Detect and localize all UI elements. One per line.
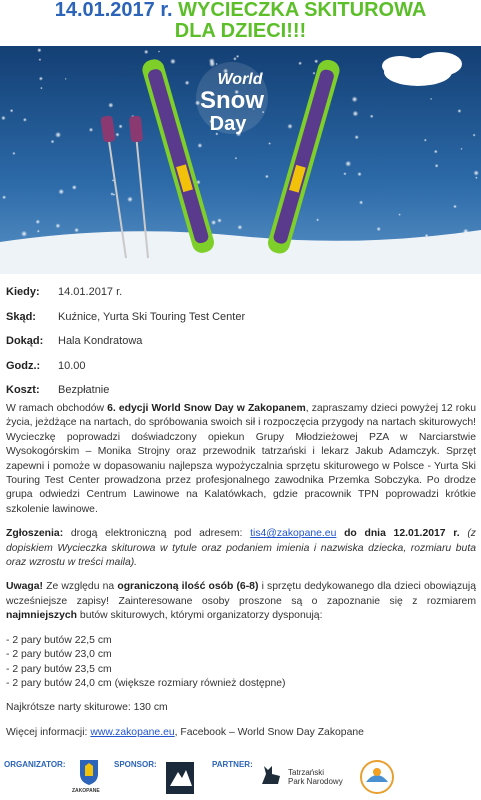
partner-label: PARTNER: — [212, 760, 253, 769]
hero-image — [0, 46, 481, 274]
snowflake — [1, 116, 6, 121]
park-name-line1: Tatrzański — [288, 768, 325, 777]
sponsors-footer — [0, 756, 481, 800]
detail-value: 10.00 — [58, 359, 86, 372]
snowflake — [434, 150, 438, 154]
text-run: W ramach obchodów — [6, 403, 108, 414]
logo-text-world: World — [217, 71, 263, 88]
park-name-line2: Park Narodowy — [288, 777, 343, 786]
event-details — [6, 280, 476, 403]
snowflake — [313, 72, 316, 75]
headline — [0, 0, 481, 42]
detail-value: Bezpłatnie — [58, 384, 110, 397]
text-run: Więcej informacji: — [6, 726, 91, 738]
notice-label: Uwaga! — [6, 581, 43, 593]
snowflake — [453, 205, 457, 209]
snowflake — [115, 133, 119, 137]
snowflake — [36, 220, 41, 225]
registration-label: Zgłoszenia: — [6, 528, 64, 540]
snowflake — [473, 170, 479, 176]
detail-label: Dokąd: — [6, 335, 44, 348]
snowflake — [235, 157, 238, 160]
notice-paragraph — [6, 580, 476, 623]
snowflake — [357, 172, 361, 176]
text-run: drogą elektroniczną pod adresem: — [63, 528, 251, 540]
detail-label: Skąd: — [6, 310, 36, 323]
snowflake — [65, 78, 67, 80]
detail-value: 14.01.2017 r. — [58, 286, 123, 299]
text-run: , zapraszamy dzieci powyżej 12 roku życia, jeżdżące na nartach, do spróbowania swoich sił i rozpoczęcia przygody na nartach skiturowych! Wycieczkę poprowadzi doświadczony opiekun Grupy Młodzieżowej PZA w Narciarstwie Wysokogórskim – Monika Strojny oraz przewodnik tatrzański i lekarz Jakub Adamczyk. Sprzęt zapewni i pomoże w dopasowaniu najlepsza wypożyczalnia sprzętu skiturowego w Polsce - Yurta Ski Touring Test Center prowadzona przez profesjonalnego zawodnika Przemka Sobczyka. Po drodze grupa odwiedzi Centrum Lawinowe na Kalatówkach, gdzie pracownik TPN poprowadzi krótkie szkolenie lawinowe. — [6, 403, 476, 515]
snowflake — [10, 109, 14, 113]
snowflake — [39, 77, 43, 81]
snowflake — [359, 200, 363, 204]
detail-label: Koszt: — [6, 384, 40, 397]
website-link[interactable]: www.zakopane.eu — [90, 726, 175, 738]
snowflake — [268, 142, 271, 145]
snowflake — [473, 134, 476, 137]
snowflake — [144, 50, 149, 55]
snowflake — [352, 111, 358, 117]
snowflake — [37, 230, 40, 233]
event-date-heading: 14.01.2017 r. — [54, 0, 173, 21]
list-item: - 2 pary butów 23,0 cm — [6, 649, 112, 661]
snowflake — [345, 161, 351, 167]
organizer-caption: ZAKOPANE — [72, 788, 100, 794]
text-run: Ze względu na — [42, 581, 118, 593]
snowflake — [237, 225, 242, 230]
detail-cost — [6, 378, 476, 403]
deadline: do dnia 12.01.2017 r. — [336, 528, 460, 540]
snowflake — [370, 115, 374, 119]
snowflake — [58, 189, 64, 195]
registration-note: (z dopiskiem Wycieczka skiturowa w tytule oraz podaniem imienia i nazwiska dziecka, rozmiaru buta oraz wzrostu w treści maila). — [6, 528, 476, 569]
snowflake — [217, 218, 222, 223]
organizer-label: ORGANIZATOR: — [4, 760, 66, 769]
smallest-highlight: najmniejszych — [6, 610, 78, 622]
snowflake — [127, 196, 133, 202]
text-run: i sprzętu dedykowanego dla dzieci obowiązują wcześniejsze zapisy! Zainteresowane osoby proszone są o zapoznanie się z rozmiarem — [6, 581, 476, 607]
snowflake — [352, 96, 358, 102]
snowflake — [40, 87, 43, 90]
logo-text-snow: Snow — [200, 87, 264, 114]
snowflake — [457, 109, 461, 113]
snowflake — [355, 135, 359, 139]
snowflake — [55, 223, 60, 228]
snowflake — [51, 140, 55, 144]
park-name — [288, 768, 343, 786]
snowflake — [216, 63, 218, 65]
snowflake — [460, 148, 462, 150]
snowflake — [398, 213, 401, 216]
chamois-logo-icon — [258, 762, 284, 788]
zakopane-crest-icon — [78, 758, 100, 786]
snowflake — [236, 55, 239, 58]
list-item: - 2 pary butów 24,0 cm (większe rozmiary również dostępne) — [6, 677, 286, 689]
detail-label: Kiedy: — [6, 286, 40, 299]
snowflake — [197, 143, 202, 148]
snowflake — [39, 58, 42, 61]
snowflake — [23, 118, 27, 122]
snowflake — [2, 195, 6, 199]
snowflake — [72, 185, 77, 190]
text-run: butów skiturowych, którymi organizatorzy dysponują: — [77, 610, 323, 622]
snowflake — [287, 124, 292, 129]
round-badge-icon — [360, 760, 394, 794]
boot-sizes-list — [6, 634, 476, 692]
snowflake — [158, 50, 160, 52]
snowflake — [343, 172, 346, 175]
limit-highlight: ograniczoną ilość osób (6-8) — [117, 581, 259, 593]
snowflake — [185, 80, 190, 85]
snowflake — [265, 175, 269, 179]
description-paragraph — [6, 402, 476, 517]
detail-to — [6, 329, 476, 354]
snowflake — [430, 98, 432, 100]
detail-label: Godz.: — [6, 359, 41, 372]
registration-paragraph — [6, 527, 476, 570]
snowflake — [377, 227, 381, 231]
detail-from — [6, 305, 476, 330]
snowflake — [211, 220, 216, 225]
list-item: - 2 pary butów 22,5 cm — [6, 634, 112, 646]
snowflake — [21, 231, 27, 237]
sponsor-label: SPONSOR: — [114, 760, 157, 769]
email-link[interactable]: tis4@zakopane.eu — [250, 528, 337, 540]
text-run: , Facebook – World Snow Day Zakopane — [174, 726, 364, 738]
event-title-line1: WYCIECZKA SKITUROWA — [178, 0, 427, 21]
snowflake — [110, 192, 113, 195]
article-body — [6, 402, 476, 750]
sponsor-logo-icon — [166, 762, 194, 794]
detail-value: Hala Kondratowa — [58, 335, 143, 348]
event-title-line2: DLA DZIECI!!! — [174, 20, 307, 42]
snowflake — [424, 139, 427, 142]
snowflake — [119, 124, 123, 128]
event-highlight: 6. edycji World Snow Day w Zakopanem — [107, 403, 306, 414]
detail-when — [6, 280, 476, 305]
list-item: - 2 pary butów 23,5 cm — [6, 663, 112, 675]
snowflake — [89, 128, 93, 132]
logo-text-day: Day — [209, 113, 247, 135]
snowflake — [108, 103, 113, 108]
snowflake — [316, 218, 319, 221]
snowflake — [74, 228, 79, 233]
more-info — [6, 726, 476, 740]
detail-value: Kuźnice, Yurta Ski Touring Test Center — [58, 310, 246, 323]
snowflake — [298, 61, 302, 65]
snowflake — [475, 177, 478, 180]
detail-time — [6, 354, 476, 379]
snowflake — [209, 58, 215, 64]
snowflake — [55, 132, 61, 138]
snowflake — [233, 57, 237, 61]
snowflake — [170, 59, 176, 65]
snowflake — [314, 59, 318, 63]
shortest-skis: Najkrótsze narty skiturowe: 130 cm — [6, 702, 168, 714]
snowflake — [37, 48, 41, 52]
snowflake — [12, 152, 15, 155]
snowflake — [435, 164, 439, 168]
